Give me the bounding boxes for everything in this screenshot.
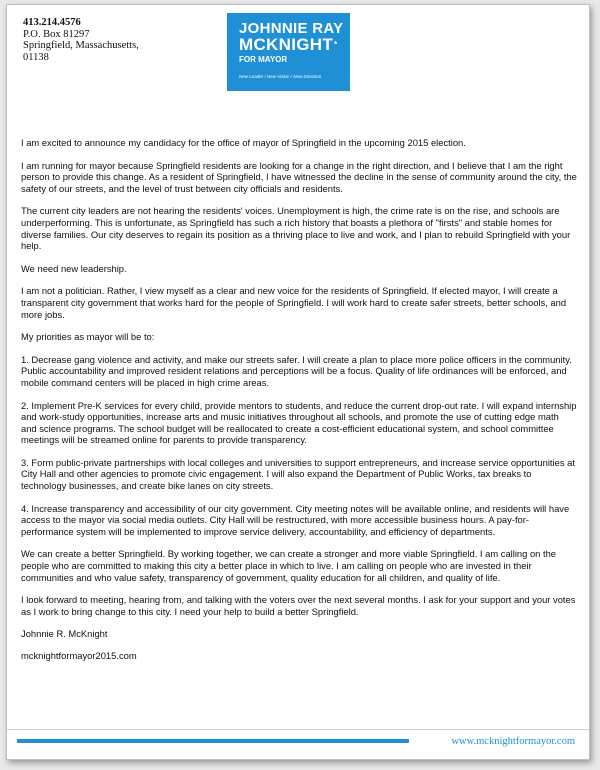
paragraph: My priorities as mayor will be to: xyxy=(21,331,155,343)
logo-name-line2 xyxy=(239,36,350,53)
footer xyxy=(7,729,589,754)
logo-office: FOR MAYOR xyxy=(239,55,288,64)
star-icon: * xyxy=(334,40,338,49)
zip-code: 01138 xyxy=(23,51,49,63)
paragraph: I am excited to announce my candidacy for the office of mayor of Springfield in the upcoming 2015 election. xyxy=(21,137,466,148)
priority-item: 3. Form public-private partnerships with local colleges and universities to support entrepreneurs, and increase service opportunities at City Hall and other agencies to promote civic engagement. I will also expand the Department of Public Works, tax breaks to technology businesses, and create bike lanes on city streets. xyxy=(21,456,575,492)
footer-accent-bar xyxy=(17,739,409,743)
campaign-logo xyxy=(227,13,350,91)
paragraph: I am running for mayor because Springfield residents are looking for a change in the right direction, and I believe that I am the right person to provide this change. As a resident of Springfield, I have witnessed the decline in the sense of community around the city, the safety of our streets, and the level of trust between city officials and residents. xyxy=(21,159,577,194)
priority-item: 4. Increase transparency and accessibility of our city government. City meeting notes will be available online, and residents will have access to the mayor via social media outlets. City Hall will be restructured, with more accessible business hours. A pay-for-performance system will be implemented to improve service delivery, accountability, and efficiency of departments. xyxy=(21,502,570,537)
phone-number: 413.214.4576 xyxy=(23,17,81,28)
logo-surname: MCKNIGHT xyxy=(239,35,333,54)
logo-name-line1: JOHNNIE RAY xyxy=(239,20,344,37)
logo-tagline: New Leader / New Vision / New Direction xyxy=(239,74,322,79)
contact-block xyxy=(23,17,139,63)
letter-page xyxy=(6,4,590,760)
signature: Johnnie R. McKnight xyxy=(21,628,108,640)
paragraph: We can create a better Springfield. By working together, we can create a stronger and more viable Springfield. I am calling on the people who are committed to making this city a better place in which to live. I am calling on people who are invested in their communities and who value safety, transparency of government, quality education for all children, and quality of life. xyxy=(21,548,557,583)
priority-item: 2. Implement Pre-K services for every child, provide mentors to students, and reduce the current drop-out rate. I will expand internship and work-study opportunities, increase arts and music initiatives throughout all schools, and promote the use of cutting edge math and science programs. The school budget will be reallocated to create a cost-efficient educational system, and school committee meetings will be streamed online for parents to provide transparency. xyxy=(21,399,577,446)
paragraph: I look forward to meeting, hearing from, and talking with the voters over the next several months. I ask for your support and your votes as I work to bring change to this city. I need your help to build a better Springfield. xyxy=(21,594,576,617)
po-box: P.O. Box 81297 xyxy=(23,28,90,40)
city-state: Springfield, Massachusetts, xyxy=(23,40,139,51)
footer-url[interactable]: www.mcknightformayor.com xyxy=(451,736,575,747)
paragraph: The current city leaders are not hearing the residents' voices. Unemployment is high, the crime rate is on the rise, and schools are underperforming. This is unfortunate, as Springfield has such a rich history that boasts a plethora of "firsts" and stable homes for diverse families. Our city deserves to regain its position as a thriving place to live and work, and I plan to rebuild Springfield with your help. xyxy=(21,205,571,252)
letter-body xyxy=(21,137,577,673)
paragraph: We need new leadership. xyxy=(21,262,127,274)
campaign-website[interactable]: mcknightformayor2015.com xyxy=(21,650,137,661)
paragraph: I am not a politician. Rather, I view myself as a clear and new voice for the residents of Springfield. If elected mayor, I will create a transparent city government that works hard for the people of Springfield. I will work hard to create safer streets, better schools, and more jobs. xyxy=(21,285,567,320)
priority-item: 1. Decrease gang violence and activity, and make our streets safer. I will create a plan to place more police officers in the community. Public accountability and improved resident relations and perceptions will be a focus. Quality of life ordinances will be enforced, and mobile command centers will be placed in high crime areas. xyxy=(21,353,572,388)
